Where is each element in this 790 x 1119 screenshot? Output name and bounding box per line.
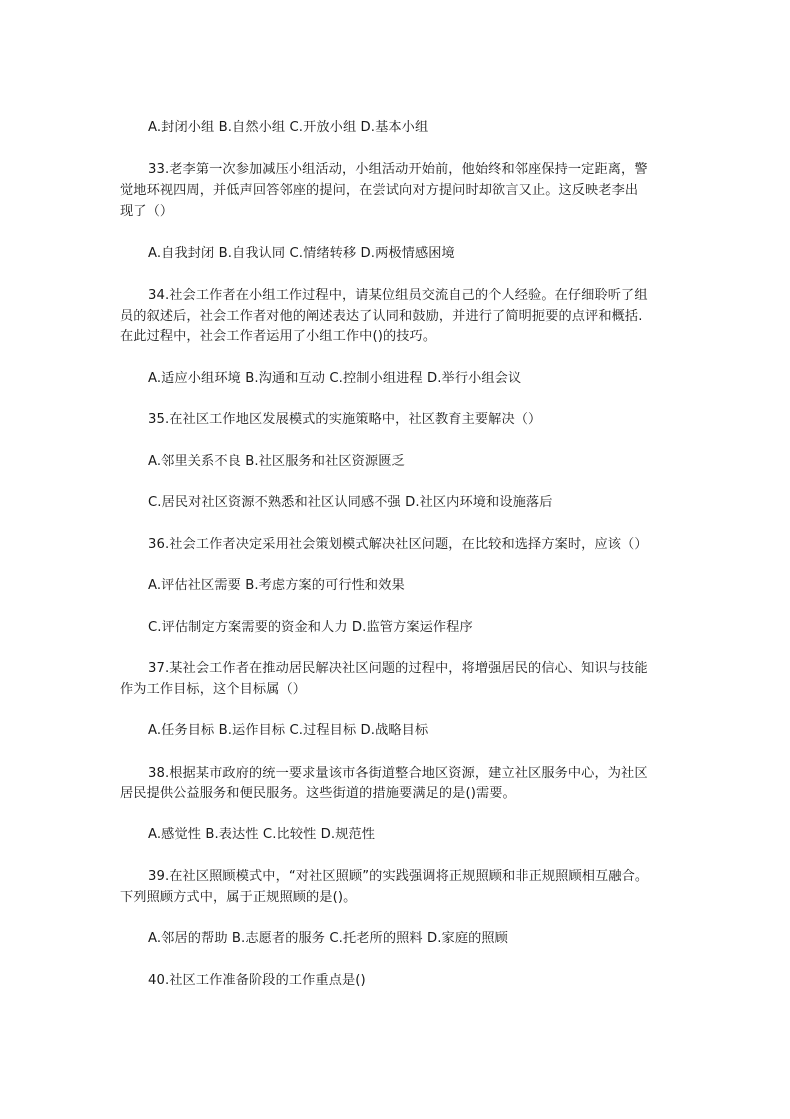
question-35: 35.在社区工作地区发展模式的实施策略中，社区教育主要解决（） — [148, 412, 542, 427]
question-33-line-1: 33.老李第一次参加减压小组活动，小组活动开始前，他始终和邻座保持一定距离，警 — [148, 162, 648, 177]
question-37-line-2: 作为工作目标，这个目标属（） — [120, 682, 307, 697]
options-q39: A.邻居的帮助 B.志愿者的服务 C.托老所的照料 D.家庭的照顾 — [148, 931, 508, 946]
question-34-line-1: 34.社会工作者在小组工作过程中，请某位组员交流自己的个人经验。在仔细聆听了组 — [148, 288, 648, 303]
options-q35-line-1: A.邻里关系不良 B.社区服务和社区资源匮乏 — [148, 454, 405, 469]
options-q32: A.封闭小组 B.自然小组 C.开放小组 D.基本小组 — [148, 120, 429, 135]
question-39-line-2: 下列照顾方式中，属于正规照顾的是()。 — [120, 890, 357, 905]
options-q33: A.自我封闭 B.自我认同 C.情绪转移 D.两极情感困境 — [148, 246, 455, 261]
question-40: 40.社区工作准备阶段的工作重点是() — [148, 973, 366, 988]
options-q35-line-2: C.居民对社区资源不熟悉和社区认同感不强 D.社区内环境和设施落后 — [148, 495, 553, 510]
options-q37: A.任务目标 B.运作目标 C.过程目标 D.战略目标 — [148, 723, 429, 738]
question-33-line-2: 觉地环视四周，并低声回答邻座的提问，在尝试向对方提问时却欲言又止。这反映老李出 — [120, 183, 639, 198]
options-q36-line-2: C.评估制定方案需要的资金和人力 D.监管方案运作程序 — [148, 620, 473, 635]
question-34-line-3: 在此过程中，社会工作者运用了小组工作中()的技巧。 — [120, 329, 437, 344]
options-q38: A.感觉性 B.表达性 C.比较性 D.规范性 — [148, 827, 376, 842]
options-q36-line-1: A.评估社区需要 B.考虑方案的可行性和效果 — [148, 578, 405, 593]
question-38-line-1: 38.根据某市政府的统一要求量该市各街道整合地区资源，建立社区服务中心，为社区 — [148, 766, 648, 781]
question-38-line-2: 居民提供公益服务和便民服务。这些街道的措施要满足的是()需要。 — [120, 786, 516, 801]
question-34-line-2: 员的叙述后，社会工作者对他的阐述表达了认同和鼓励，并进行了简明扼要的点评和概括. — [120, 309, 643, 324]
question-37-line-1: 37.某社会工作者在推动居民解决社区问题的过程中，将增强居民的信心、知识与技能 — [148, 661, 648, 676]
options-q34: A.适应小组环境 B.沟通和互动 C.控制小组进程 D.举行小组会议 — [148, 371, 522, 386]
question-33-line-3: 现了（） — [120, 204, 174, 219]
question-39-line-1: 39.在社区照顾模式中，“对社区照顾”的实践强调将正规照顾和非正规照顾相互融合。 — [148, 869, 649, 884]
question-36: 36.社会工作者决定采用社会策划模式解决社区问题，在比较和选择方案时，应该（） — [148, 537, 648, 552]
